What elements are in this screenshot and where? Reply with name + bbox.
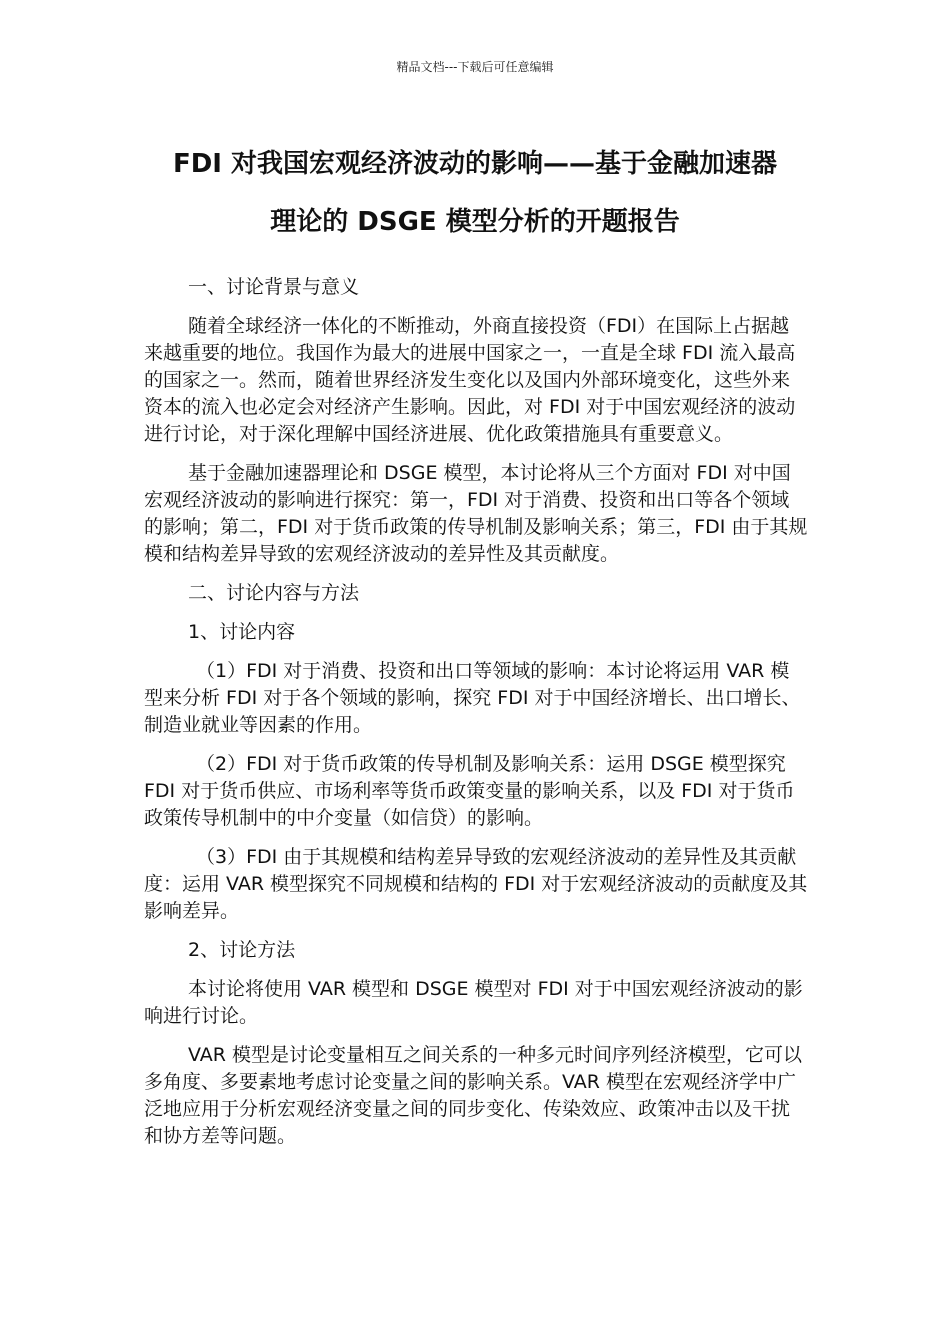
title-line-1: FDI 对我国宏观经济波动的影响——基于金融加速器	[172, 149, 778, 179]
section-1-heading: 一、讨论背景与意义	[188, 276, 360, 298]
background-paragraph-2: 基于金融加速器理论和 DSGE 模型，本讨论将从三个方面对 FDI 对中国宏观经济波动的影响进行探究：第一，FDI 对于消费、投资和出口等各个领域的影响；第二，FDI 对于货币政策的传导机制及影响关系；第三，FDI 由于其规模和结构差异导致的宏观经济波动的差异性及其贡献度。	[144, 462, 808, 565]
research-content-heading: 1、讨论内容	[188, 621, 296, 643]
method-paragraph-2: VAR 模型是讨论变量相互之间关系的一种多元时间序列经济模型，它可以多角度、多要素地考虑讨论变量之间的影响关系。VAR 模型在宏观经济学中广泛地应用于分析宏观经济变量之间的同步变化、传染效应、政策冲击以及干扰和协方差等问题。	[144, 1044, 803, 1147]
method-paragraph-1: 本讨论将使用 VAR 模型和 DSGE 模型对 FDI 对于中国宏观经济波动的影响进行讨论。	[144, 978, 803, 1027]
document-title	[130, 135, 820, 251]
background-paragraph-1: 随着全球经济一体化的不断推动，外商直接投资（FDI）在国际上占据越来越重要的地位。我国作为最大的进展中国家之一，一直是全球 FDI 流入最高的国家之一。然而，随着世界经济发生变化以及国内外部环境变化，这些外来资本的流入也必定会对经济产生影响。因此，对 FDI 对于中国宏观经济的波动进行讨论，对于深化理解中国经济进展、优化政策措施具有重要意义。	[144, 315, 796, 445]
document-body	[144, 274, 808, 1162]
research-item-3: （3）FDI 由于其规模和结构差异导致的宏观经济波动的差异性及其贡献度：运用 VAR 模型探究不同规模和结构的 FDI 对于宏观经济波动的贡献度及其影响差异。	[144, 846, 808, 922]
research-item-2: （2）FDI 对于货币政策的传导机制及影响关系：运用 DSGE 模型探究 FDI 对于货币供应、市场利率等货币政策变量的影响关系，以及 FDI 对于货币政策传导机制中的中介变量（如信贷）的影响。	[144, 753, 795, 829]
header-note: 精品文档---下载后可任意编辑	[396, 60, 554, 74]
research-item-1: （1）FDI 对于消费、投资和出口等领域的影响：本讨论将运用 VAR 模型来分析 FDI 对于各个领域的影响，探究 FDI 对于中国经济增长、出口增长、制造业就业等因素的作用。	[144, 660, 801, 736]
section-2-heading: 二、讨论内容与方法	[188, 582, 360, 604]
research-method-heading: 2、讨论方法	[188, 939, 296, 961]
title-line-2: 理论的 DSGE 模型分析的开题报告	[270, 207, 680, 237]
